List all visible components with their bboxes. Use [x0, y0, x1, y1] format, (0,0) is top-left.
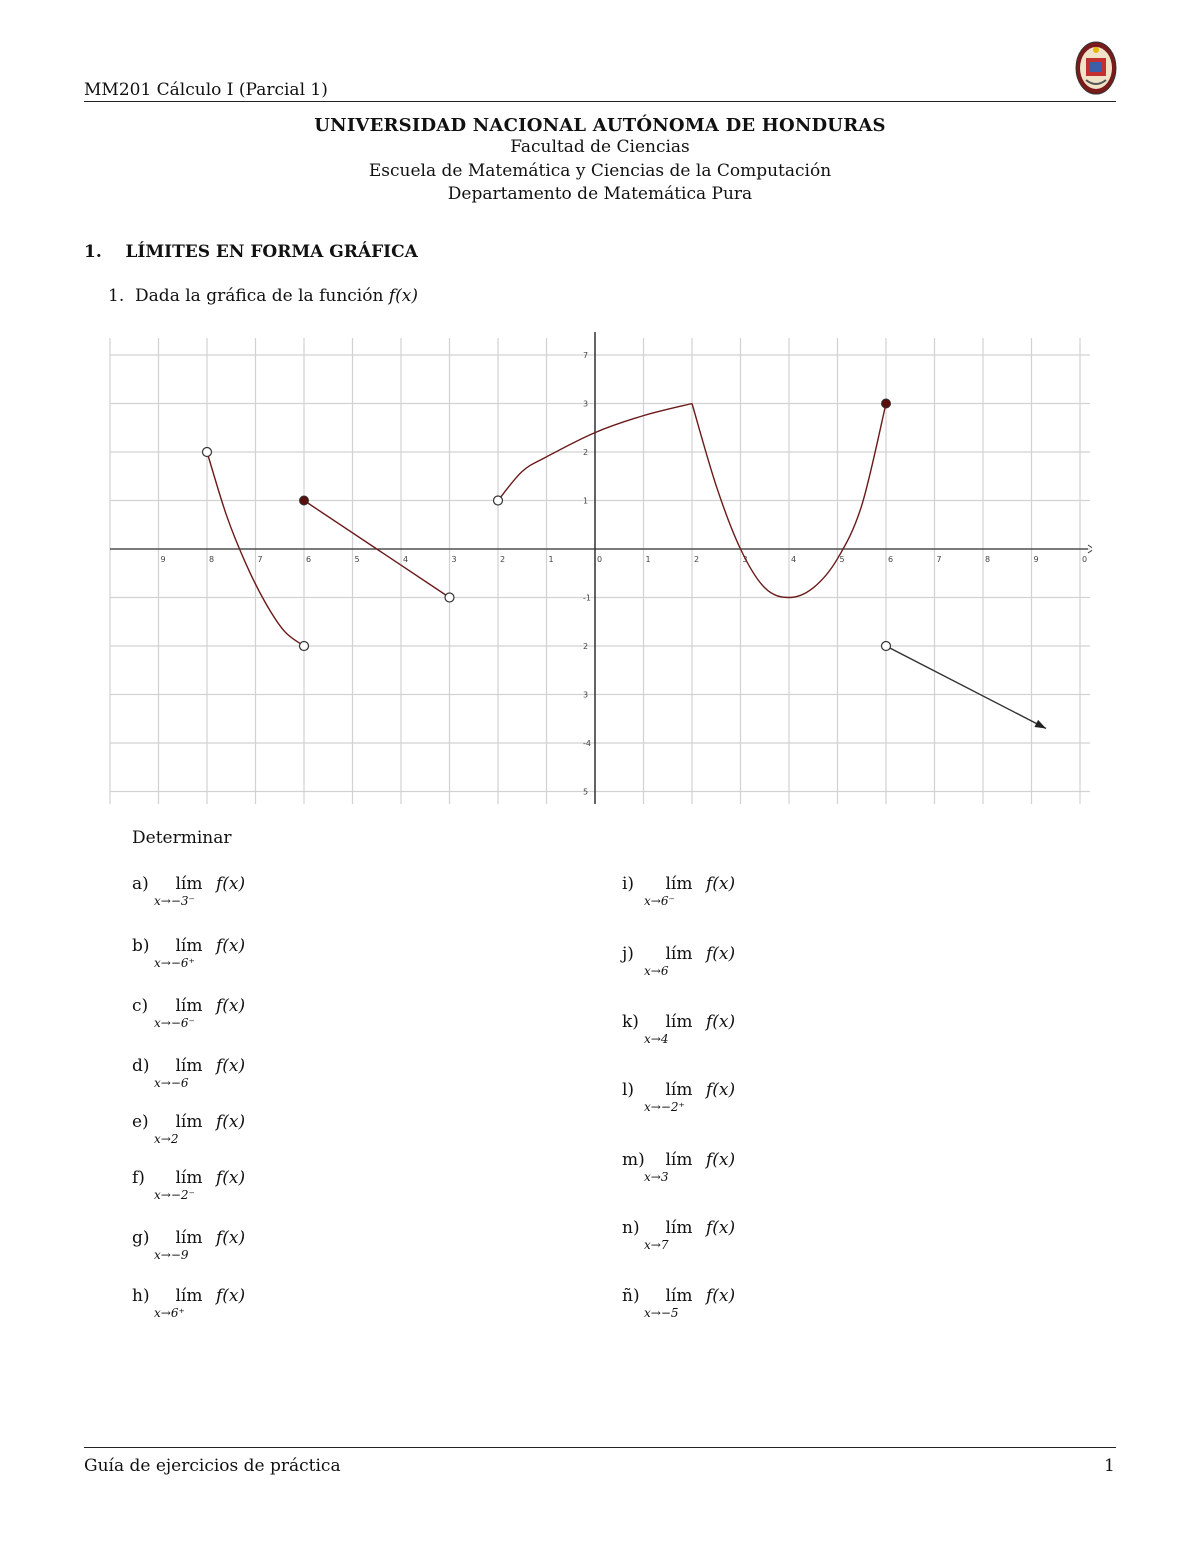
item-label: ñ) [622, 1286, 640, 1306]
limit-operator [154, 996, 212, 1030]
limit-operator [154, 1228, 212, 1262]
school-name: Escuela de Matemática y Ciencias de la Computación [368, 161, 832, 181]
limit-item [132, 996, 246, 1030]
limit-function: f(x) [706, 944, 736, 964]
arrowhead [1034, 720, 1046, 729]
function-graph [108, 330, 1092, 806]
open-endpoint [445, 593, 454, 602]
limit-function: f(x) [216, 1112, 246, 1132]
y-tick-label: -4 [583, 739, 591, 748]
lim-text: lím [175, 1168, 203, 1188]
limit-item [132, 1168, 246, 1202]
department-name: Departamento de Matemática Pura [447, 184, 753, 204]
problem-text: Dada la gráfica de la función [135, 286, 384, 306]
lim-text: lím [175, 1056, 203, 1076]
item-label: b) [132, 936, 150, 956]
y-tick-label: -1 [583, 593, 591, 603]
university-name: UNIVERSIDAD NACIONAL AUTÓNOMA DE HONDURAS [314, 115, 886, 136]
open-endpoint [203, 448, 212, 457]
item-label: d) [132, 1056, 150, 1076]
open-endpoint [882, 642, 891, 651]
lim-text: lím [665, 874, 693, 894]
faculty-name: Facultad de Ciencias [510, 137, 690, 157]
lim-text: lím [175, 1112, 203, 1132]
header-rule [84, 101, 1116, 102]
item-label: k) [622, 1012, 639, 1032]
limit-approach: x→−9 [154, 1248, 189, 1262]
limit-item [132, 1286, 246, 1320]
item-label: c) [132, 996, 149, 1016]
closed-endpoint [882, 399, 891, 408]
item-label: h) [132, 1286, 150, 1306]
university-seal-icon [1074, 40, 1118, 96]
x-tick-label: 3 [742, 555, 748, 564]
x-tick-label: 0 [597, 555, 603, 564]
limit-operator [154, 1112, 212, 1146]
item-label: m) [622, 1150, 645, 1170]
lim-text: lím [665, 944, 693, 964]
limit-operator [644, 1150, 702, 1184]
limit-function: f(x) [706, 1150, 736, 1170]
limit-approach: x→7 [644, 1238, 669, 1252]
section-heading [84, 242, 418, 262]
limit-function: f(x) [706, 874, 736, 894]
closed-endpoint [300, 496, 309, 505]
limit-approach: x→6⁻ [644, 894, 675, 908]
open-endpoint [300, 642, 309, 651]
item-label: e) [132, 1112, 149, 1132]
footer-rule [84, 1447, 1116, 1448]
limit-operator [154, 1056, 212, 1090]
function-curve [886, 646, 1046, 728]
limit-approach: x→−2⁺ [644, 1100, 685, 1114]
limit-operator [154, 936, 212, 970]
limit-function: f(x) [216, 1056, 246, 1076]
limit-operator [154, 1286, 212, 1320]
limit-function: f(x) [216, 1286, 246, 1306]
page-number: 1 [1104, 1456, 1115, 1476]
section-number: 1. [84, 242, 102, 262]
limit-approach: x→−2⁻ [154, 1188, 195, 1202]
x-tick-label: 5 [354, 555, 360, 564]
lim-text: lím [175, 1228, 203, 1248]
lim-text: lím [665, 1012, 693, 1032]
problem-statement [108, 286, 418, 306]
limit-item [622, 1150, 736, 1184]
x-tick-label: 8 [985, 555, 991, 564]
item-label: j) [622, 944, 634, 964]
limit-item [132, 1228, 246, 1262]
limit-function: f(x) [216, 996, 246, 1016]
open-endpoint [494, 496, 503, 505]
x-tick-label: 4 [791, 555, 797, 564]
problem-number: 1. [108, 286, 125, 306]
limit-item [622, 1218, 736, 1252]
lim-text: lím [665, 1150, 693, 1170]
x-tick-label: 0 [1082, 555, 1088, 564]
x-tick-label: 1 [548, 555, 554, 564]
limit-function: f(x) [216, 1228, 246, 1248]
limit-operator [154, 874, 212, 908]
y-tick-label: 3 [583, 399, 589, 409]
x-tick-label: 3 [451, 555, 457, 564]
limit-function: f(x) [216, 874, 246, 894]
item-label: a) [132, 874, 149, 894]
limit-approach: x→6 [644, 964, 669, 978]
limit-operator [644, 1218, 702, 1252]
limit-approach: x→6⁺ [154, 1306, 185, 1320]
limit-approach: x→−6 [154, 1076, 189, 1090]
lim-text: lím [665, 1080, 693, 1100]
x-tick-label: 6 [306, 555, 312, 564]
running-header: MM201 Cálculo I (Parcial 1) [84, 80, 328, 100]
y-tick-label: 2 [583, 448, 589, 457]
limit-function: f(x) [706, 1218, 736, 1238]
limit-item [132, 874, 246, 908]
limit-item [622, 1080, 736, 1114]
x-tick-label: 2 [694, 555, 700, 564]
x-tick-label: 8 [209, 555, 215, 564]
x-tick-label: 4 [403, 555, 409, 564]
limit-operator [644, 1286, 702, 1320]
limit-item [622, 1286, 736, 1320]
y-tick-label: 2 [583, 642, 589, 651]
limit-function: f(x) [216, 1168, 246, 1188]
item-label: f) [132, 1168, 145, 1188]
limit-operator [644, 1012, 702, 1046]
problem-function: f(x) [388, 286, 418, 306]
limit-approach: x→−3⁻ [154, 894, 195, 908]
x-tick-label: 9 [160, 555, 166, 564]
lim-text: lím [665, 1286, 693, 1306]
limit-operator [644, 944, 702, 978]
item-label: i) [622, 874, 635, 894]
limit-approach: x→−6⁺ [154, 956, 195, 970]
limit-approach: x→4 [644, 1032, 669, 1046]
lim-text: lím [175, 996, 203, 1016]
x-tick-label: 5 [839, 555, 845, 564]
limit-approach: x→−5 [644, 1306, 679, 1320]
section-title: LÍMITES EN FORMA GRÁFICA [125, 242, 418, 262]
x-tick-label: 7 [936, 555, 942, 564]
limit-approach: x→2 [154, 1132, 179, 1146]
limit-item [132, 936, 246, 970]
limit-item [132, 1056, 246, 1090]
y-tick-label: 3 [583, 690, 589, 700]
x-tick-label: 6 [888, 555, 894, 564]
y-tick-label: 5 [583, 787, 589, 797]
y-tick-label: 7 [583, 351, 589, 360]
x-tick-label: 2 [500, 555, 506, 564]
limit-item [622, 944, 736, 978]
limit-operator [154, 1168, 212, 1202]
item-label: l) [622, 1080, 635, 1100]
y-tick-label: 1 [583, 496, 589, 506]
limit-approach: x→−6⁻ [154, 1016, 195, 1030]
limit-operator [644, 1080, 702, 1114]
limit-function: f(x) [706, 1012, 736, 1032]
limit-function: f(x) [706, 1286, 736, 1306]
x-tick-label: 1 [645, 555, 651, 564]
footer-title: Guía de ejercicios de práctica [84, 1456, 341, 1476]
x-tick-label: 9 [1033, 555, 1039, 564]
determinar-label: Determinar [132, 828, 232, 848]
limit-item [622, 1012, 736, 1046]
limit-approach: x→3 [644, 1170, 669, 1184]
item-label: n) [622, 1218, 640, 1238]
limit-function: f(x) [706, 1080, 736, 1100]
lim-text: lím [175, 1286, 203, 1306]
x-tick-label: 7 [257, 555, 263, 564]
lim-text: lím [665, 1218, 693, 1238]
limit-item [622, 874, 736, 908]
limit-operator [644, 874, 702, 908]
limit-function: f(x) [216, 936, 246, 956]
item-label: g) [132, 1228, 150, 1248]
lim-text: lím [175, 936, 203, 956]
lim-text: lím [175, 874, 203, 894]
limit-item [132, 1112, 246, 1146]
